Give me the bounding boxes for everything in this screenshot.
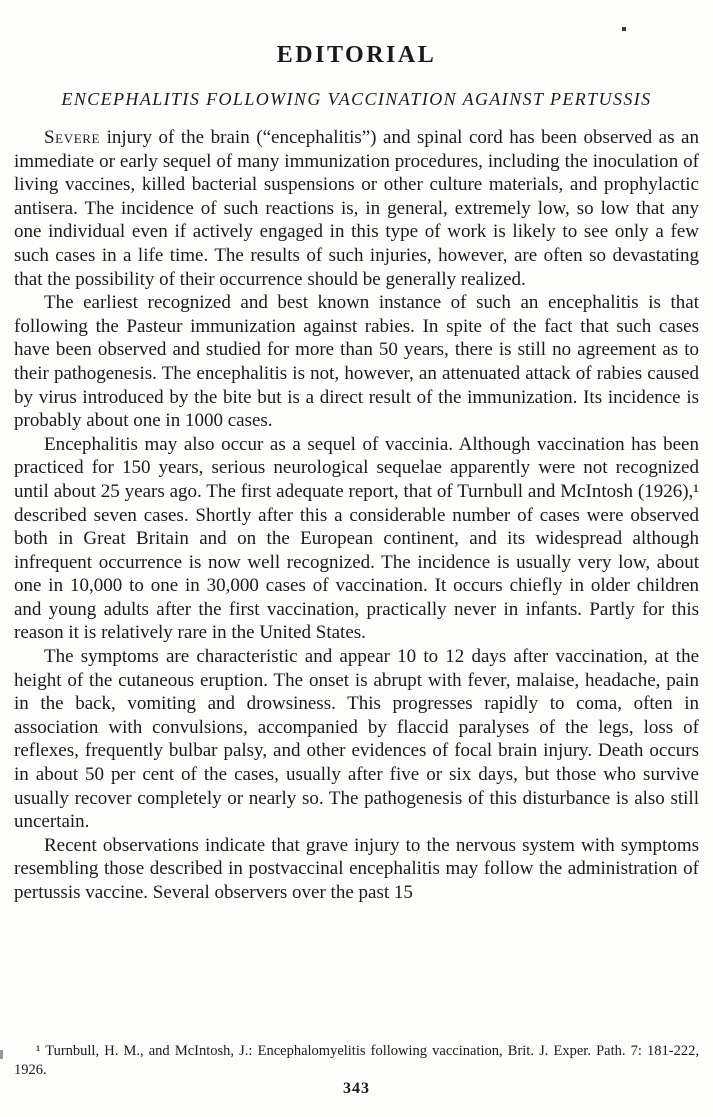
paragraph-1 [14,126,699,291]
article-body [14,126,699,905]
paragraph-1-text: injury of the brain (“encephalitis”) and spinal cord has been observed as an immediate or early sequel of many immunization procedures, including the inoculation of living vaccines, killed bacterial suspensions or other culture materials, and prophylactic antisera. The incidence of such reactions is, in general, extremely low, so low that any one individual even if actively engaged in this type of work is likely to see only a few such cases in a life time. The results of such injuries, however, are often so devastating that the possibility of their occurrence should be generally realized. [14,127,699,290]
article-title: ENCEPHALITIS FOLLOWING VACCINATION AGAINST PERTUSSIS [61,89,652,109]
scan-speck-top-right [622,27,626,31]
paragraph-3: Encephalitis may also occur as a sequel of vaccinia. Although vaccination has been practiced for 150 years, serious neurological sequelae apparently were not recognized until about 25 years ago. The first adequate report, that of Turnbull and McIntosh (1926),¹ described seven cases. Shortly after this a considerable number of cases were observed both in Great Britain and on the European continent, and its widespread although infrequent occurrence is now well recognized. The incidence is usually very low, about one in 10,000 to one in 30,000 cases of vaccination. It occurs chiefly in older children and young adults after the first vaccination, practically never in infants. Partly for this reason it is relatively rare in the United States. [14,433,699,644]
paragraph-1-lead-word: Severe [44,127,101,148]
paragraph-4: The symptoms are characteristic and appear 10 to 12 days after vaccination, at the height of the cutaneous eruption. The onset is abrupt with fever, malaise, headache, pain in the back, vomiting and drowsiness. This progresses rapidly to coma, often in association with convulsions, accompanied by flaccid paralyses of the legs, loss of reflexes, frequently bulbar palsy, and other evidences of focal brain injury. Death occurs in about 50 per cent of the cases, usually after five or six days, but those who survive usually recover completely or nearly so. The pathogenesis of this disturbance is also still uncertain. [14,646,699,833]
page-number: 343 [343,1080,370,1097]
editorial-header: EDITORIAL [276,42,437,68]
footnote-citation: ¹ Turnbull, H. M., and McIntosh, J.: Encephalomyelitis following vaccination, Brit. J. Exper. Path. 7: 181-222, 1926. [14,1043,699,1078]
paragraph-2: The earliest recognized and best known instance of such an encephalitis is that following the Pasteur immunization against rabies. In spite of the fact that such cases have been observed and studied for more than 50 years, there is still no agreement as to their pathogenesis. The encephalitis is not, however, an attenuated attack of rabies caused by virus introduced by the bite but is a direct result of the immunization. Its incidence is probably about one in 1000 cases. [14,292,699,432]
scan-mark-left-edge [0,1050,3,1059]
paragraph-5: Recent observations indicate that grave injury to the nervous system with symptoms resembling those described in postvaccinal encephalitis may follow the administration of pertussis vaccine. Several observers over the past 15 [14,834,699,903]
